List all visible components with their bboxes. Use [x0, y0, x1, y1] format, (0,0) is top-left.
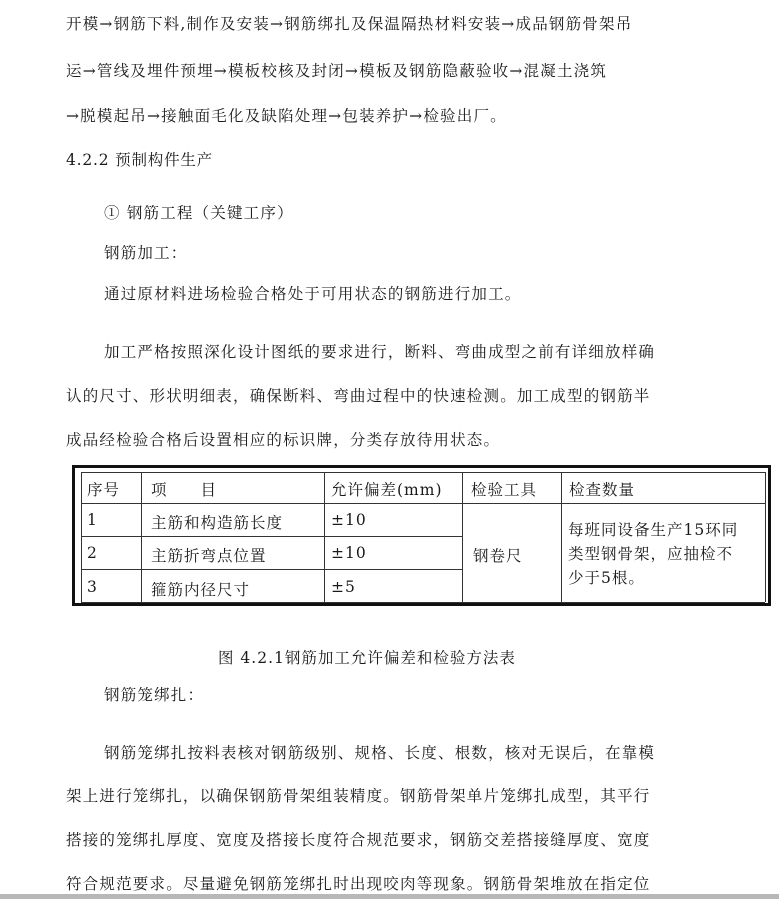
- table-header-item: 项 目: [151, 481, 218, 499]
- table-header-tool: 检验工具: [471, 481, 538, 499]
- paragraph-processing-line-1: 加工严格按照深化设计图纸的要求进行，断料、弯曲成型之前有详细放样确: [104, 343, 656, 361]
- table-column-rule: [324, 472, 325, 602]
- table-inner-right-rule: [765, 472, 766, 602]
- paragraph-cage-line-1: 钢筋笼绑扎按料表核对钢筋级别、规格、长度、根数，核对无误后，在靠模: [104, 744, 656, 762]
- table-row-1-item: 主筋和构造筋长度: [151, 514, 284, 532]
- table-row-rule: [81, 536, 462, 537]
- table-row-3-item: 箍筋内径尺寸: [151, 581, 251, 599]
- page-bottom-edge: [0, 894, 779, 899]
- table-quantity-line-3: 少于5根。: [568, 569, 645, 587]
- table-column-rule: [141, 472, 142, 602]
- table-row-1-tolerance: ±10: [331, 511, 367, 529]
- table-quantity-line-1: 每班同设备生产15环同: [568, 521, 739, 539]
- section-heading: 4.2.2 预制构件生产: [66, 151, 213, 169]
- rebar-processing-text: 通过原材料进场检验合格处于可用状态的钢筋进行加工。: [104, 285, 522, 303]
- table-inner-left-rule: [81, 472, 82, 602]
- table-header-quantity: 检查数量: [569, 481, 636, 499]
- table-inner-top-rule: [81, 472, 765, 473]
- table-header-rule: [81, 503, 765, 504]
- table-row-rule: [81, 569, 462, 570]
- table-row-3-no: 3: [87, 578, 98, 596]
- paragraph-process-line-1: 开模→钢筋下料,制作及安装→钢筋绑扎及保温隔热材料安装→成品钢筋骨架吊: [66, 15, 633, 33]
- table-caption: 图 4.2.1钢筋加工允许偏差和检验方法表: [218, 649, 516, 667]
- paragraph-cage-line-2: 架上进行笼绑扎，以确保钢筋骨架组装精度。钢筋骨架单片笼绑扎成型，其平行: [66, 787, 651, 805]
- table-row-2-no: 2: [87, 544, 98, 562]
- rebar-processing-label: 钢筋加工：: [104, 244, 188, 262]
- cage-binding-label: 钢筋笼绑扎：: [104, 686, 205, 704]
- table-row-2-item: 主筋折弯点位置: [151, 547, 267, 565]
- paragraph-process-line-2: 运→管线及埋件预埋→模板校核及封闭→模板及钢筋隐蔽验收→混凝土浇筑: [66, 62, 608, 80]
- sub-heading: ① 钢筋工程（关键工序）: [104, 204, 294, 222]
- paragraph-cage-line-3: 搭接的笼绑扎厚度、宽度及搭接长度符合规范要求，钢筋交差搭接缝厚度、宽度: [66, 831, 651, 849]
- paragraph-process-line-3: →脱模起吊→接触面毛化及缺陷处理→包装养护→检验出厂。: [66, 107, 507, 125]
- table-row-1-no: 1: [87, 511, 98, 529]
- table-inner-bottom-rule: [81, 602, 765, 603]
- table-header-no: 序号: [87, 481, 121, 499]
- table-tool-cell: 钢卷尺: [473, 547, 523, 565]
- paragraph-processing-line-3: 成品经检验合格后设置相应的标识牌，分类存放待用状态。: [66, 431, 501, 449]
- tolerance-table: [72, 465, 771, 606]
- table-column-rule: [561, 472, 562, 602]
- table-header-tolerance: 允许偏差(mm): [331, 481, 443, 499]
- table-row-2-tolerance: ±10: [331, 544, 367, 562]
- paragraph-processing-line-2: 认的尺寸、形状明细表，确保断料、弯曲过程中的快速检测。加工成型的钢筋半: [66, 387, 651, 405]
- table-quantity-line-2: 类型钢骨架，应抽检不: [568, 545, 734, 563]
- table-row-3-tolerance: ±5: [331, 578, 356, 596]
- table-column-rule: [462, 472, 463, 602]
- paragraph-cage-line-4: 符合规范要求。尽量避免钢筋笼绑扎时出现咬肉等现象。钢筋骨架堆放在指定位: [66, 875, 651, 893]
